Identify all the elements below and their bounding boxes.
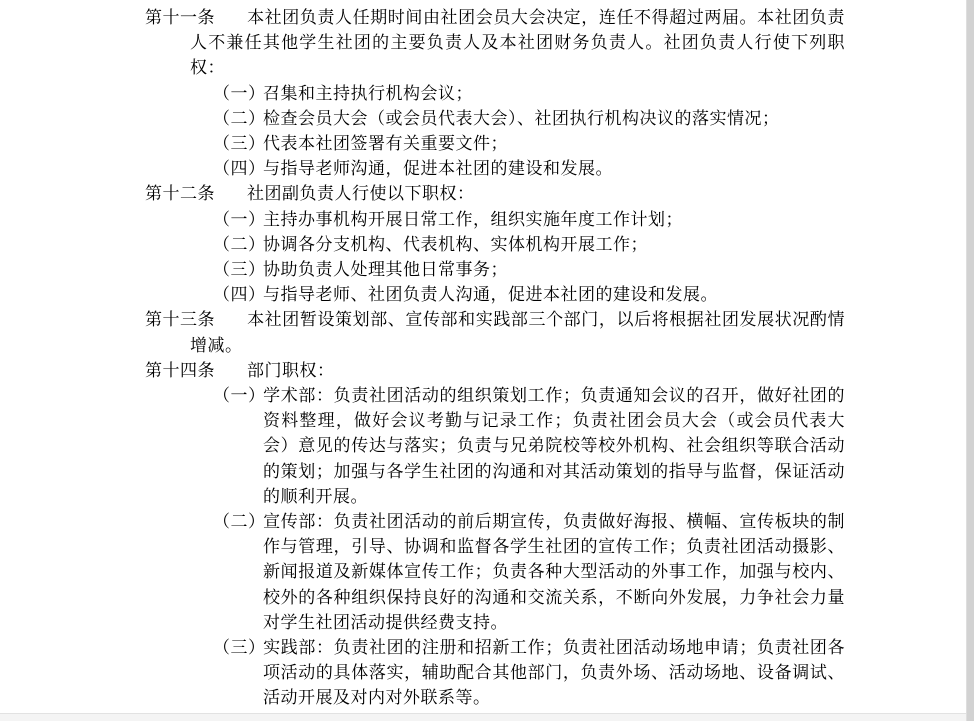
article-number: 第十一条 bbox=[145, 8, 215, 27]
article-11-paragraph bbox=[0, 5, 845, 81]
clause-marker: （四） bbox=[213, 285, 266, 305]
clause-text: 与指导老师沟通，促进本社团的建设和发展。 bbox=[263, 159, 613, 179]
clause-marker: （三） bbox=[213, 134, 266, 154]
clause-text: 宣传部：负责社团活动的前后期宣传，负责做好海报、横幅、宣传板块的制作与管理，引导、协调和监督各学生社团的宣传工作；负责社团活动摄影、新闻报道及新媒体宣传工作；负责各种大型活动的外事工作，加强与校内、校外的各种组织保持良好的沟通和交流关系，不断向外发展，力争社会力量对学生社团活动提供经费支持。 bbox=[263, 512, 845, 632]
article-number: 第十三条 bbox=[145, 310, 215, 330]
clause-text: 协调各分支机构、代表机构、实体机构开展工作； bbox=[263, 234, 648, 254]
page-bottom-edge bbox=[0, 713, 967, 721]
clause-item bbox=[0, 509, 845, 635]
clause-item bbox=[0, 131, 845, 156]
clause-marker: （二） bbox=[213, 512, 266, 532]
article-text: 本社团暂设策划部、宣传部和实践部三个部门，以后将根据社团发展状况酌情增减。 bbox=[190, 310, 845, 355]
document-content bbox=[0, 5, 845, 711]
clause-text: 与指导老师、社团负责人沟通，促进本社团的建设和发展。 bbox=[263, 285, 718, 305]
clause-text: 学术部：负责社团活动的组织策划工作；负责通知会议的召开，做好社团的资料整理，做好会议考勤与记录工作；负责社团会员大会（或会员代表大会）意见的传达与落实；负责与兄弟院校等校外机构、社会组织等联合活动的策划；加强与各学生社团的沟通和对其活动策划的指导与监督，保证活动的顺利开展。 bbox=[263, 386, 845, 506]
clause-item bbox=[0, 635, 845, 711]
article-number: 第十二条 bbox=[145, 184, 215, 204]
article-text: 部门职权： bbox=[247, 360, 335, 380]
clause-item bbox=[0, 232, 845, 257]
clause-marker: （三） bbox=[213, 260, 266, 280]
clause-marker: （三） bbox=[213, 638, 266, 658]
article-12-paragraph bbox=[0, 181, 845, 206]
clause-text: 召集和主持执行机构会议； bbox=[263, 83, 473, 103]
clause-item bbox=[0, 383, 845, 509]
clause-marker: （一） bbox=[213, 386, 266, 406]
clause-text: 检查会员大会（或会员代表大会）、社团执行机构决议的落实情况； bbox=[263, 108, 780, 128]
clause-text: 协助负责人处理其他日常事务； bbox=[263, 260, 508, 280]
clause-item bbox=[0, 106, 845, 131]
article-number: 第十四条 bbox=[145, 360, 215, 380]
clause-item bbox=[0, 207, 845, 232]
clause-text: 主持办事机构开展日常工作，组织实施年度工作计划； bbox=[263, 209, 683, 229]
article-14-paragraph bbox=[0, 358, 845, 383]
clause-marker: （二） bbox=[213, 108, 266, 128]
clause-item bbox=[0, 81, 845, 106]
article-text: 本社团负责人任期时间由社团会员大会决定，连任不得超过两届。本社团负责人不兼任其他学生社团的主要负责人及本社团财务负责人。社团负责人行使下列职权： bbox=[190, 8, 845, 78]
clause-item bbox=[0, 257, 845, 282]
clause-item bbox=[0, 156, 845, 181]
clause-marker: （四） bbox=[213, 159, 266, 179]
clause-item bbox=[0, 282, 845, 307]
page-right-edge bbox=[966, 0, 974, 721]
clause-marker: （一） bbox=[213, 83, 266, 103]
article-text: 社团副负责人行使以下职权： bbox=[247, 184, 475, 204]
clause-text: 代表本社团签署有关重要文件； bbox=[263, 134, 508, 154]
clause-marker: （二） bbox=[213, 234, 266, 254]
clause-marker: （一） bbox=[213, 209, 266, 229]
clause-text: 实践部：负责社团的注册和招新工作；负责社团活动场地申请；负责社团各项活动的具体落实，辅助配合其他部门，负责外场、活动场地、设备调试、活动开展及对内对外联系等。 bbox=[263, 638, 845, 708]
article-13-paragraph bbox=[0, 307, 845, 357]
